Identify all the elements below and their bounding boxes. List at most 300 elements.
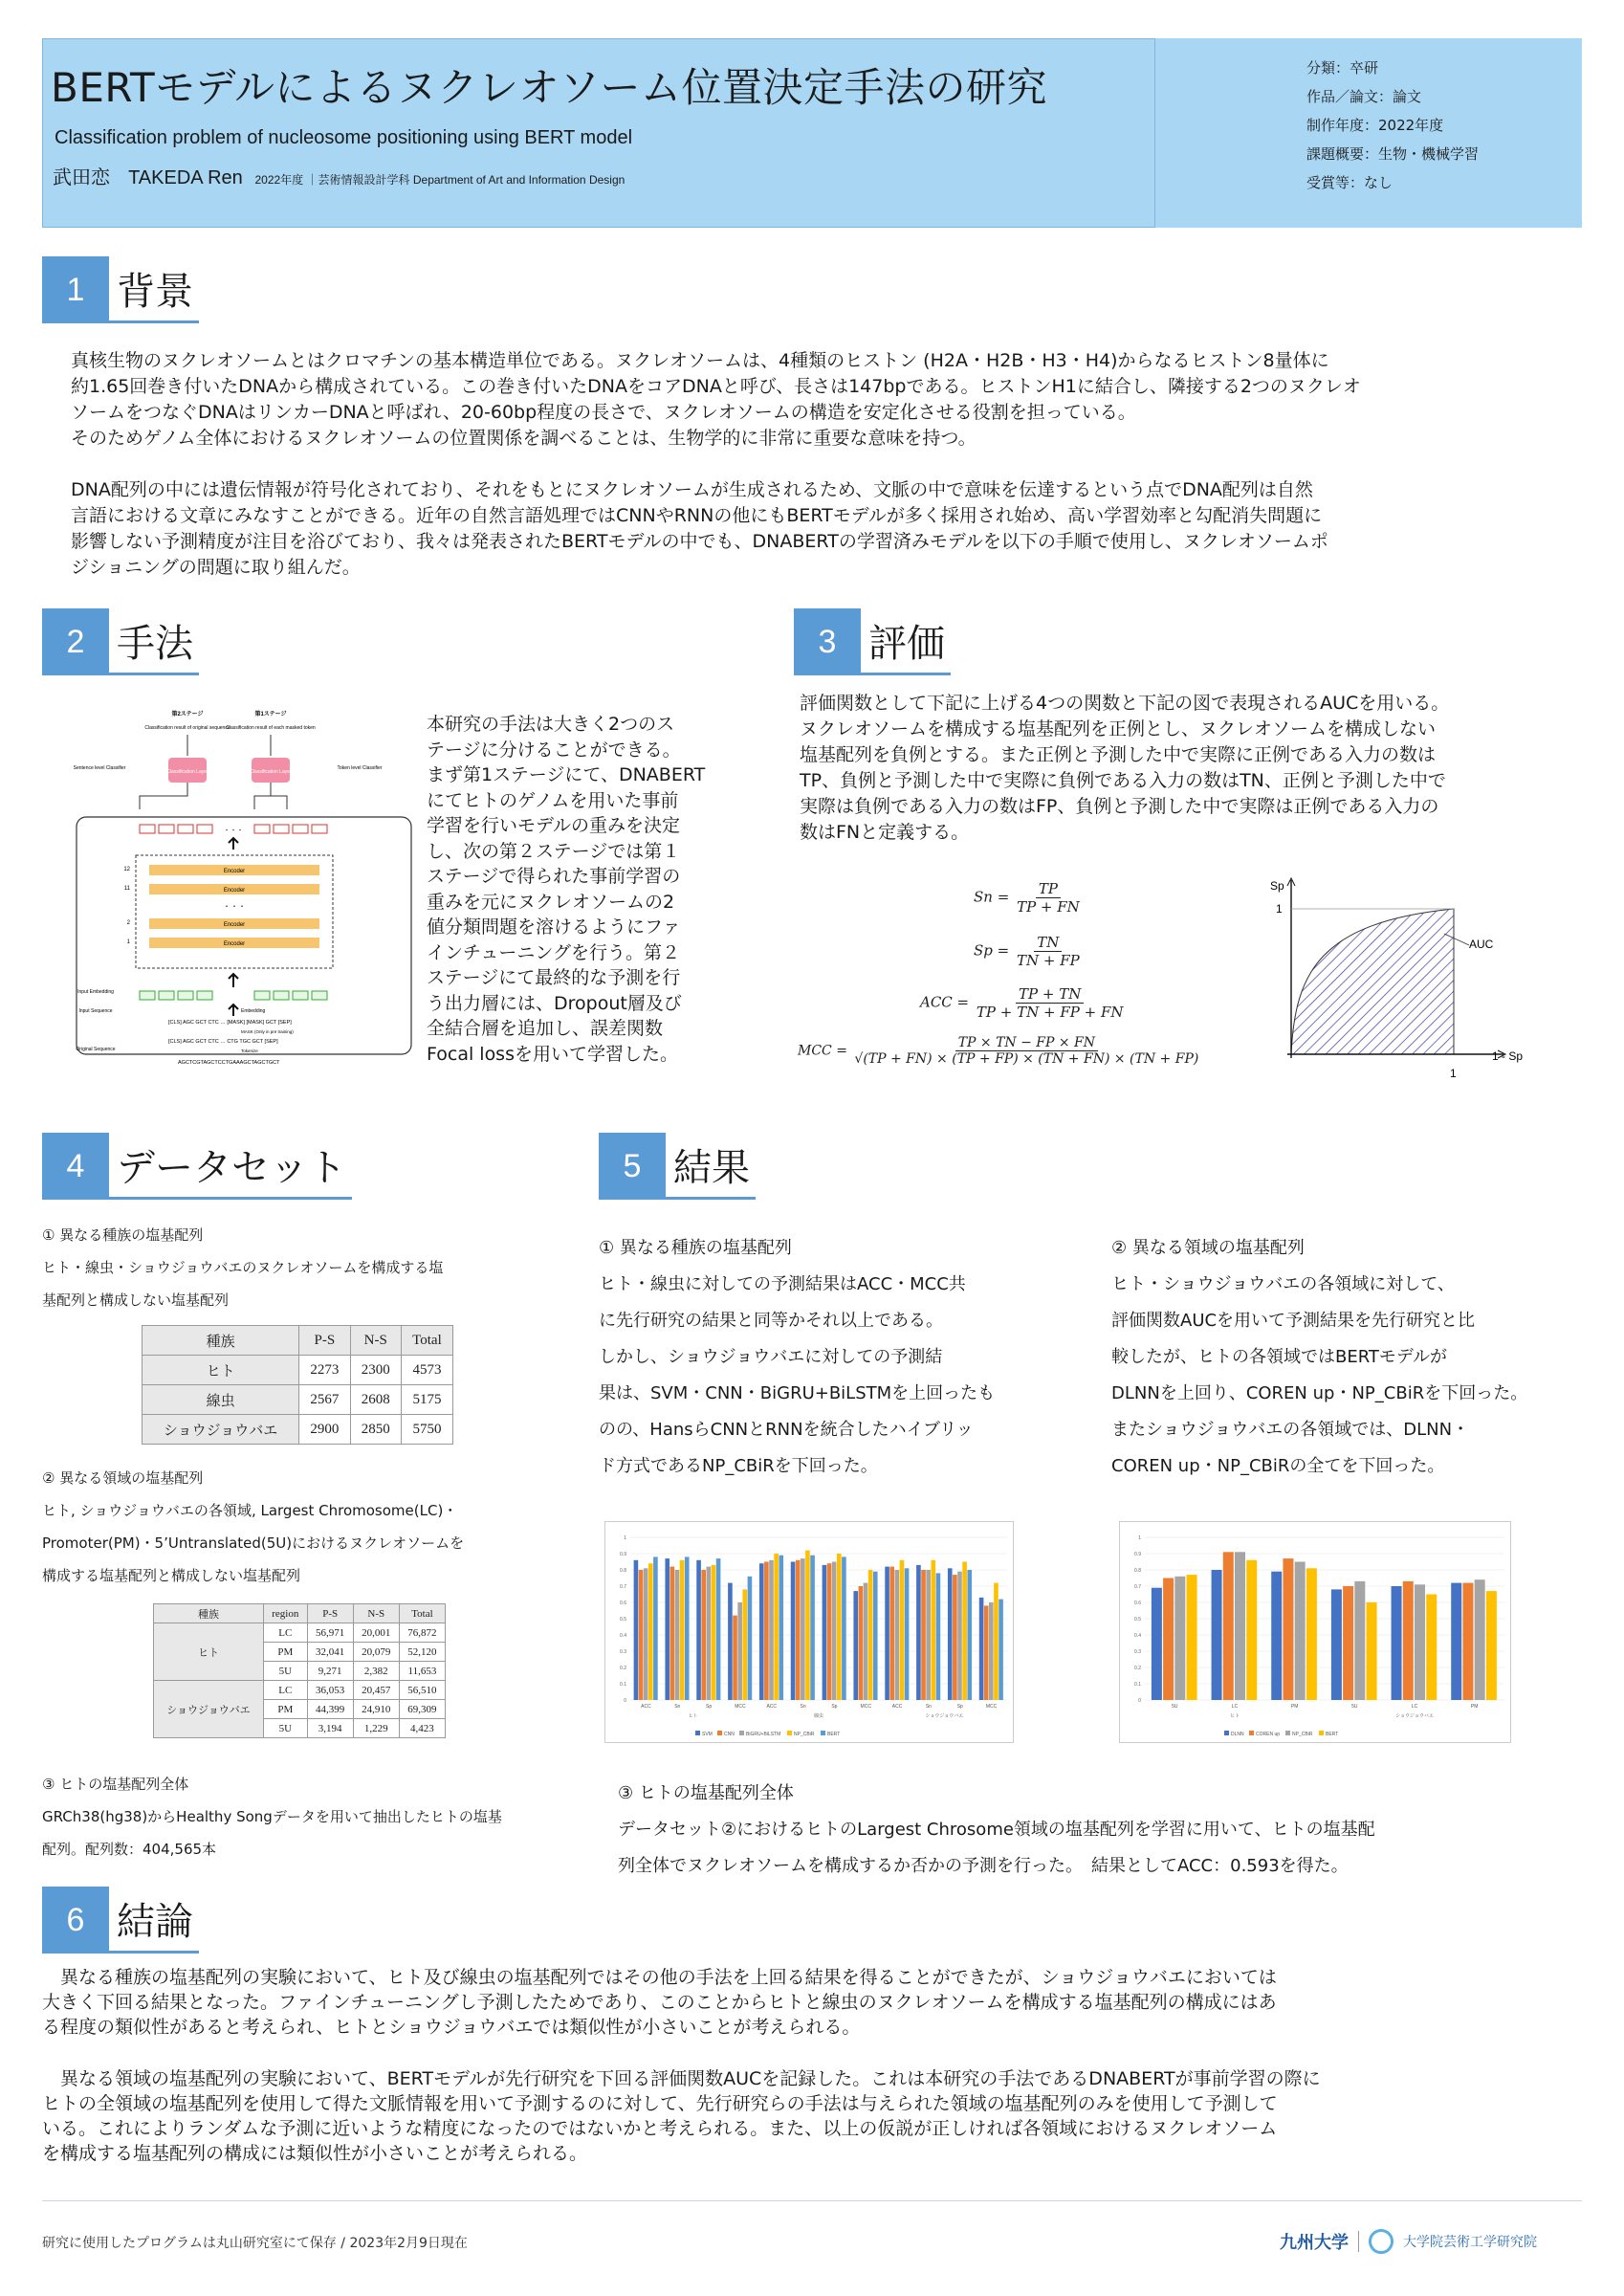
x-tick-label: 5U — [1351, 1704, 1358, 1710]
meta-list — [1306, 54, 1479, 197]
x-tick-label: Sp — [706, 1704, 713, 1710]
table-cell: 9,271 — [307, 1662, 353, 1681]
text-line: ヒト, ショウジョウバエの各領域, Largest Chromosome(LC)・ — [42, 1502, 458, 1519]
text-line: のの、HansらCNNとRNNを統合したハイブリッ — [599, 1420, 974, 1440]
table-cell: PM — [263, 1700, 307, 1719]
method-description — [427, 712, 733, 1067]
table-cell: 5U — [263, 1662, 307, 1681]
diagram-token-seq: [CLS] AGC GCT CTC … CTG TGC GCT [SEP] — [168, 1039, 278, 1045]
x-tick-label: MCC — [735, 1704, 746, 1710]
bar — [1392, 1586, 1402, 1700]
table-cell: ヒト — [154, 1623, 264, 1681]
formula-lhs: Sn = — [974, 888, 1010, 906]
bar — [1343, 1586, 1353, 1700]
bar — [931, 1560, 935, 1700]
text-line: ヌクレオソームを構成する塩基配列を正例とし、ヌクレオソームを構成しない — [800, 718, 1437, 740]
table-row — [143, 1356, 453, 1385]
results-2-title: ② 異なる領域の塩基配列 — [1111, 1238, 1305, 1258]
formula-den: TP + FN — [1017, 898, 1080, 916]
x-tick-label: ACC — [766, 1704, 778, 1710]
bar — [639, 1570, 644, 1700]
text-line: 配列。配列数：404,565本 — [42, 1841, 217, 1858]
dataset-2-title: ② 異なる領域の塩基配列 — [42, 1469, 204, 1487]
results-2 — [1111, 1230, 1590, 1485]
results-1 — [599, 1230, 1048, 1485]
section-header-method — [42, 608, 199, 675]
formula-num: TP × TN − FP × FN — [955, 1035, 1098, 1051]
table-header-row — [154, 1604, 446, 1623]
bar — [653, 1556, 658, 1700]
diagram-input-embedding-tokens — [140, 991, 327, 1000]
table-cell: 20,001 — [353, 1623, 399, 1643]
author-line — [53, 162, 625, 189]
bar — [1295, 1562, 1306, 1701]
university-name: 九州大学 — [1280, 2233, 1349, 2253]
legend-swatch — [717, 1731, 722, 1735]
y-tick-label: 0.8 — [620, 1568, 626, 1574]
bar — [921, 1570, 926, 1700]
x-tick-label: PM — [1470, 1704, 1479, 1710]
table-cell: 32,041 — [307, 1643, 353, 1662]
diagram-input-embedding-label: Input Embedding — [77, 989, 114, 995]
x-tick-label: PM — [1290, 1704, 1299, 1710]
legend-swatch — [1319, 1731, 1324, 1735]
table-cell: 20,079 — [353, 1643, 399, 1662]
bar — [680, 1560, 685, 1700]
results-1-title: ① 異なる種族の塩基配列 — [599, 1238, 792, 1258]
diagram-input-sequence-label: Input Sequence — [78, 1008, 113, 1014]
section-number: 2 — [42, 608, 109, 675]
table-cell: 2850 — [350, 1415, 401, 1445]
page-title: BERTモデルによるヌクレオソーム位置決定手法の研究 — [51, 64, 1048, 111]
table-cell: 2608 — [350, 1385, 401, 1415]
bar — [1271, 1572, 1282, 1700]
text-line: 列全体でヌクレオソームを構成するか否かの予測を行った。 結果としてACC：0.593を得た。 — [618, 1856, 1349, 1876]
legend-label: NP_CBiR — [1292, 1732, 1313, 1737]
bar — [1354, 1581, 1365, 1700]
table-header: N-S — [353, 1604, 399, 1623]
legend-label: BERT — [1326, 1732, 1339, 1737]
dataset-2 — [42, 1462, 597, 1592]
evaluation-description — [800, 691, 1555, 846]
bar — [670, 1567, 675, 1700]
bar — [832, 1562, 837, 1701]
bar — [842, 1556, 846, 1700]
dataset-1-title: ① 異なる種族の塩基配列 — [42, 1226, 204, 1244]
text-line: データセット②におけるヒトのLargest Chrosome領域の塩基配列を学習に用いて、ヒトの塩基配 — [618, 1820, 1375, 1840]
legend-swatch — [739, 1731, 744, 1735]
x-tick-label: ACC — [641, 1704, 651, 1710]
bar — [779, 1556, 783, 1700]
results-chart-2 — [1120, 1522, 1512, 1744]
bar — [962, 1562, 967, 1701]
table-cell: 2,382 — [353, 1662, 399, 1681]
text-line: インチューニングを行う。第２ — [427, 941, 681, 963]
bar — [895, 1570, 900, 1700]
bar — [696, 1560, 701, 1700]
legend-label: CNN — [724, 1732, 735, 1737]
text-line: ソームをつなぐDNAはリンカーDNAと呼ばれ、20-60bp程度の長さで、ヌクレオソームの構造を安定化させる役割を担っている。 — [71, 402, 1136, 423]
bar — [837, 1554, 842, 1700]
y-tick-label: 0.6 — [620, 1601, 626, 1606]
section-title: 背景 — [109, 256, 199, 323]
dataset-3-title: ③ ヒトの塩基配列全体 — [42, 1776, 189, 1793]
text-line: ヒト・線虫・ショウジョウバエのヌクレオソームを構成する塩 — [42, 1259, 444, 1276]
graduate-school-name: 大学院芸術工学研究院 — [1403, 2235, 1537, 2250]
table-cell: ヒト — [143, 1356, 299, 1385]
meta-year: 制作年度：2022年度 — [1306, 117, 1444, 134]
table-cell: 52,120 — [399, 1643, 445, 1662]
bar — [989, 1602, 994, 1700]
y-tick-label: 0.2 — [1134, 1666, 1141, 1671]
y-tick-label: 0.3 — [620, 1649, 626, 1655]
table-header: Total — [399, 1604, 445, 1623]
auc-x-label: 1 - Sp — [1492, 1049, 1524, 1063]
text-line: Promoter(PM)・5’Untranslated(5U)におけるヌクレオソームを — [42, 1534, 465, 1552]
section-number: 4 — [42, 1133, 109, 1200]
group-label: 線虫 — [813, 1713, 824, 1719]
diagram-layer-num: 12 — [123, 867, 130, 872]
y-tick-label: 0.6 — [1134, 1601, 1141, 1606]
meta-award: 受賞等：なし — [1306, 174, 1394, 191]
text-line: にてヒトのゲノムを用いた事前 — [427, 789, 679, 811]
group-label: ヒト — [688, 1713, 698, 1719]
legend-swatch — [695, 1731, 700, 1735]
bar — [1403, 1581, 1414, 1700]
bar — [1152, 1588, 1162, 1700]
text-line: 重みを元にヌクレオソームの2 — [427, 891, 675, 913]
section-number: 3 — [794, 608, 861, 675]
table-cell: 3,194 — [307, 1719, 353, 1738]
bar — [900, 1560, 905, 1700]
table-header: 種族 — [154, 1604, 264, 1623]
text-line: DNA配列の中には遺伝情報が符号化されており、それをもとにヌクレオソームが生成されるため、文脈の中で意味を伝達するという点でDNA配列は自然 — [71, 479, 1313, 500]
legend-label: BERT — [827, 1732, 841, 1737]
text-line: る程度の類似性があると考えられ、ヒトとショウジョウバエでは類似性が小さいことが考えられる。 — [42, 2017, 861, 2038]
bar — [737, 1602, 742, 1700]
legend-swatch — [821, 1731, 825, 1735]
x-tick-label: 5U — [1172, 1704, 1178, 1710]
bar — [994, 1583, 999, 1700]
text-line: しかし、ショウジョウバエに対しての予測結 — [599, 1347, 943, 1367]
table-cell: 36,053 — [307, 1681, 353, 1700]
diagram-original-sequence-label: Original Sequence — [76, 1047, 116, 1052]
text-line: 果は、SVM・CNN・BiGRU+BiLSTMを上回ったも — [599, 1383, 996, 1403]
bar — [796, 1560, 801, 1700]
table-cell: 1,229 — [353, 1719, 399, 1738]
bar — [748, 1577, 753, 1700]
y-tick-label: 0 — [1138, 1698, 1141, 1704]
table-cell: 20,457 — [353, 1681, 399, 1700]
formula-lhs: MCC = — [798, 1043, 847, 1059]
text-line: またショウジョウバエの各領域では、DLNN・ — [1111, 1420, 1470, 1440]
author-en: TAKEDA Ren — [128, 167, 243, 188]
table-header: 種族 — [143, 1326, 299, 1356]
text-line: う出力層には、Dropout層及び — [427, 992, 682, 1014]
x-tick-label: LC — [1231, 1704, 1239, 1710]
legend-label: BiGRU+BiLSTM — [746, 1732, 781, 1737]
text-line: 全結合層を追加し、誤差関数 — [427, 1018, 664, 1039]
text-line: ヒト・線虫に対しての予測結果はACC・MCC共 — [599, 1274, 966, 1294]
text-line: し、次の第２ステージでは第１ — [427, 840, 681, 862]
table-header: P-S — [299, 1326, 350, 1356]
bar — [733, 1616, 737, 1700]
section-title: 結論 — [109, 1887, 199, 1954]
text-line: 基配列と構成しない塩基配列 — [42, 1292, 230, 1309]
conclusion-paragraph-1 — [42, 1965, 1572, 2040]
bar — [701, 1570, 706, 1700]
y-tick-label: 0.3 — [1134, 1649, 1141, 1655]
diagram-sentence-classifier: Sentence level Classifier — [73, 765, 126, 771]
section-number: 5 — [599, 1133, 666, 1200]
formula-lhs: Sp = — [974, 941, 1010, 960]
results-chart-2-frame — [1119, 1521, 1511, 1743]
y-tick-label: 0.5 — [620, 1617, 626, 1623]
legend-swatch — [1249, 1731, 1254, 1735]
text-line: 実際は負例である入力の数はFP、負例と予測した中で実際は正例である入力の — [800, 796, 1439, 817]
results-3-title: ③ ヒトの塩基配列全体 — [618, 1783, 794, 1803]
diagram-dots: ・・・ — [223, 828, 244, 834]
auc-x-tick: 1 — [1450, 1067, 1457, 1080]
bar — [759, 1563, 764, 1700]
bar — [1246, 1560, 1257, 1700]
diagram-masked-seq: [CLS] AGC GCT CTC … [MASK] [MASK] GCT [SEP] — [168, 1020, 292, 1026]
bar — [984, 1605, 989, 1700]
table-cell: 69,309 — [399, 1700, 445, 1719]
bar — [675, 1570, 680, 1700]
bar — [953, 1575, 957, 1700]
bar — [1187, 1575, 1197, 1700]
text-line: 異なる種族の塩基配列の実験において、ヒト及び線虫の塩基配列ではその他の手法を上回る結果を得ることができたが、ショウジョウバエにおいては — [42, 1967, 1277, 1988]
text-line: 評価関数AUCを用いて予測結果を先行研究と比 — [1111, 1311, 1476, 1331]
bar — [1331, 1589, 1342, 1700]
y-tick-label: 0.4 — [1134, 1633, 1141, 1639]
diagram-encoder-label: Encoder — [223, 922, 246, 928]
bar — [1426, 1595, 1437, 1701]
table-cell: 線虫 — [143, 1385, 299, 1415]
text-line: 本研究の手法は大きく2つのス — [427, 714, 675, 735]
section-header-dataset — [42, 1133, 352, 1200]
diagram-layer-num: 2 — [126, 920, 130, 926]
text-line: ヒトの全領域の塩基配列を使用して得た文脈情報を用いて予測するのに対して、先行研究らの手法は与えられた領域の塩基配列のみを使用して予測して — [42, 2093, 1278, 2114]
bar — [1486, 1591, 1497, 1700]
bar — [1163, 1578, 1174, 1701]
text-line: まず第1ステージにて、DNABERT — [427, 764, 706, 785]
bar — [999, 1600, 1003, 1700]
text-line: 較したが、ヒトの各領域ではBERTモデルが — [1111, 1347, 1448, 1367]
table-cell: 2567 — [299, 1385, 350, 1415]
diagram-encoder-label: Encoder — [223, 869, 246, 874]
bar — [916, 1565, 921, 1700]
x-tick-label: MCC — [985, 1704, 998, 1710]
legend-swatch — [1285, 1731, 1290, 1735]
table-header: Total — [401, 1326, 452, 1356]
text-line: 約1.65回巻き付いたDNAから構成されている。この巻き付いたDNAをコアDNAと呼び、長さは147bpである。ヒストンH1に結合し、隣接する2つのヌクレオ — [71, 376, 1361, 397]
y-tick-label: 0.9 — [620, 1552, 626, 1557]
legend-label: DLNN — [1231, 1732, 1244, 1737]
text-line: ステージで得られた事前学習の — [427, 866, 681, 887]
dataset-table-1 — [142, 1325, 453, 1445]
auc-y-tick: 1 — [1276, 902, 1283, 916]
section-header-conclusion — [42, 1887, 199, 1954]
legend-label: SVM — [702, 1732, 713, 1737]
table-cell: ショウジョウバエ — [143, 1415, 299, 1445]
auc-label: AUC — [1469, 938, 1494, 951]
text-line: ジショニングの問題に取り組んだ。 — [71, 557, 361, 578]
bar — [1212, 1570, 1222, 1700]
bar — [648, 1563, 653, 1700]
background-paragraph-2 — [71, 477, 1563, 581]
auc-plot — [1253, 867, 1540, 1087]
bar — [979, 1598, 984, 1700]
diagram-encoder-label: Encoder — [223, 888, 246, 894]
text-line: 評価関数として下記に上げる4つの関数と下記の図で表現されるAUCを用いる。 — [800, 693, 1450, 714]
logo-divider — [1358, 2231, 1359, 2252]
bar — [859, 1586, 864, 1700]
diagram-dots: ・・・ — [223, 902, 246, 911]
footer-logo — [1280, 2229, 1537, 2254]
bar — [685, 1556, 690, 1700]
text-line: ド方式であるNP_CBiRを下回った。 — [599, 1456, 878, 1476]
text-line: に先行研究の結果と同等かそれ以上である。 — [599, 1311, 943, 1331]
table-cell: ショウジョウバエ — [154, 1681, 264, 1738]
y-tick-label: 1 — [1138, 1535, 1141, 1541]
table-cell: 5175 — [401, 1385, 452, 1415]
formula-num: TN — [1034, 934, 1062, 952]
text-line: COREN up・NP_CBiRの全てを下回った。 — [1111, 1456, 1445, 1476]
x-tick-label: Sp — [831, 1704, 838, 1710]
x-tick-label: Sn — [925, 1704, 932, 1710]
text-line: 値分類問題を溶けるようにファ — [427, 916, 681, 938]
text-line: を構成する塩基配列の構成には類似性が小さいことが考えられる。 — [42, 2143, 588, 2164]
text-line: DLNNを上回り、COREN up・NP_CBiRを下回った。 — [1111, 1383, 1528, 1403]
table-cell: 4573 — [401, 1356, 452, 1385]
table-cell: 56,510 — [399, 1681, 445, 1700]
y-tick-label: 0.8 — [1134, 1568, 1141, 1574]
y-tick-label: 1 — [624, 1535, 626, 1541]
legend-swatch — [787, 1731, 792, 1735]
auc-area — [1291, 909, 1454, 1054]
x-tick-label: Sp — [956, 1704, 963, 1710]
auc-y-label: Sp — [1270, 879, 1284, 893]
bar — [873, 1572, 878, 1700]
text-line: 影響しない予測精度が注目を浴びており、我々は発表されたBERTモデルの中でも、DNABERTの学習済みモデルを以下の手順で使用し、ヌクレオソームポ — [71, 531, 1328, 552]
bar — [728, 1583, 733, 1700]
table-cell: 11,653 — [399, 1662, 445, 1681]
text-line: ヒト・ショウジョウバエの各領域に対して、 — [1111, 1274, 1455, 1294]
table-cell: LC — [263, 1681, 307, 1700]
bar — [827, 1563, 832, 1700]
table-header: region — [263, 1604, 307, 1623]
bar — [769, 1560, 774, 1700]
bar — [791, 1562, 796, 1701]
text-line: いる。これによりランダムな予測に近いような精度になったのではないかと考えられる。また、以上の仮説が正しければ各領域におけるヌクレオソーム — [42, 2118, 1278, 2139]
diagram-orig-seq: AGCTCGTAGCTCCTGAAAGCTAGCTGCT — [178, 1060, 280, 1066]
bar — [957, 1572, 962, 1700]
y-tick-label: 0.4 — [620, 1633, 626, 1639]
bar — [905, 1568, 910, 1700]
formula-den: TP + TN + FP + FN — [976, 1004, 1124, 1021]
legend-label: COREN up — [1256, 1732, 1281, 1737]
results-3 — [618, 1776, 1574, 1885]
bar — [889, 1567, 894, 1700]
meta-type: 作品／論文：論文 — [1306, 88, 1422, 105]
table-cell: 2273 — [299, 1356, 350, 1385]
bar — [936, 1573, 941, 1700]
table-cell: 4,423 — [399, 1719, 445, 1738]
table-cell: PM — [263, 1643, 307, 1662]
dataset-table-2 — [153, 1603, 446, 1738]
formula-num: TP + TN — [1016, 985, 1084, 1004]
formula-sp — [974, 934, 1083, 969]
table-row — [154, 1681, 446, 1700]
table-cell: LC — [263, 1623, 307, 1643]
text-line: 異なる領域の塩基配列の実験において、BERTモデルが先行研究を下回る評価関数AUCを記録した。これは本研究の手法であるDNABERTが事前学習の際に — [42, 2068, 1321, 2089]
page-subtitle: Classification problem of nucleosome positioning using BERT model — [55, 127, 633, 148]
graduate-school-logo-icon — [1369, 2229, 1394, 2254]
diagram-cls-layer-label: Classification Layer — [166, 769, 208, 775]
bar — [885, 1567, 889, 1700]
bar — [707, 1567, 712, 1700]
y-tick-label: 0.7 — [1134, 1584, 1141, 1590]
legend-swatch — [1224, 1731, 1229, 1735]
text-line: 構成する塩基配列と構成しない塩基配列 — [42, 1567, 301, 1584]
y-tick-label: 0.9 — [1134, 1552, 1141, 1557]
diagram-tokenize-label: Tokenize — [241, 1049, 258, 1053]
formula-num: TP — [1036, 880, 1061, 898]
bar — [712, 1565, 716, 1700]
table-header: P-S — [307, 1604, 353, 1623]
y-tick-label: 0.5 — [1134, 1617, 1141, 1623]
group-label: ショウジョウバエ — [1395, 1713, 1434, 1719]
bar — [1415, 1584, 1425, 1700]
text-line: 数はFNと定義する。 — [800, 822, 970, 843]
bar — [948, 1568, 953, 1700]
bar — [644, 1568, 648, 1700]
y-tick-label: 0.2 — [620, 1666, 626, 1671]
text-line: 学習を行いモデルの重みを決定 — [427, 815, 681, 836]
table-cell: 5U — [263, 1719, 307, 1738]
diagram-cls-layer-label: Classification Layer — [250, 769, 292, 775]
diagram-layer-num: 11 — [123, 886, 130, 892]
bar — [1475, 1579, 1485, 1700]
table-cell: 24,910 — [353, 1700, 399, 1719]
bar — [864, 1583, 868, 1700]
table-row — [154, 1623, 446, 1643]
diagram-outer-box — [77, 817, 411, 1054]
section-title: データセット — [109, 1133, 352, 1200]
text-line: テージに分けることができる。 — [427, 739, 681, 761]
bar — [868, 1570, 873, 1700]
author-ja: 武田恋 — [53, 166, 110, 188]
formula-den: TN + FP — [1017, 952, 1080, 969]
background-paragraph-1 — [71, 348, 1563, 452]
bar — [810, 1556, 815, 1700]
formula-mcc — [798, 1035, 1201, 1067]
diagram-cls-result-left: Classification result of original sequence — [144, 725, 230, 731]
diagram-layer-num: 1 — [126, 939, 130, 945]
text-line: Focal lossを用いて学習した。 — [427, 1043, 678, 1065]
bar — [742, 1589, 747, 1700]
table-row — [143, 1385, 453, 1415]
section-title: 手法 — [109, 608, 199, 675]
group-label: ショウジョウバエ — [925, 1713, 964, 1719]
x-tick-label: LC — [1411, 1704, 1418, 1710]
results-chart-1-frame — [604, 1521, 1014, 1743]
bar — [774, 1554, 779, 1700]
diagram-embedding-label: Embedding — [241, 1008, 266, 1014]
section-title: 結果 — [666, 1133, 756, 1200]
